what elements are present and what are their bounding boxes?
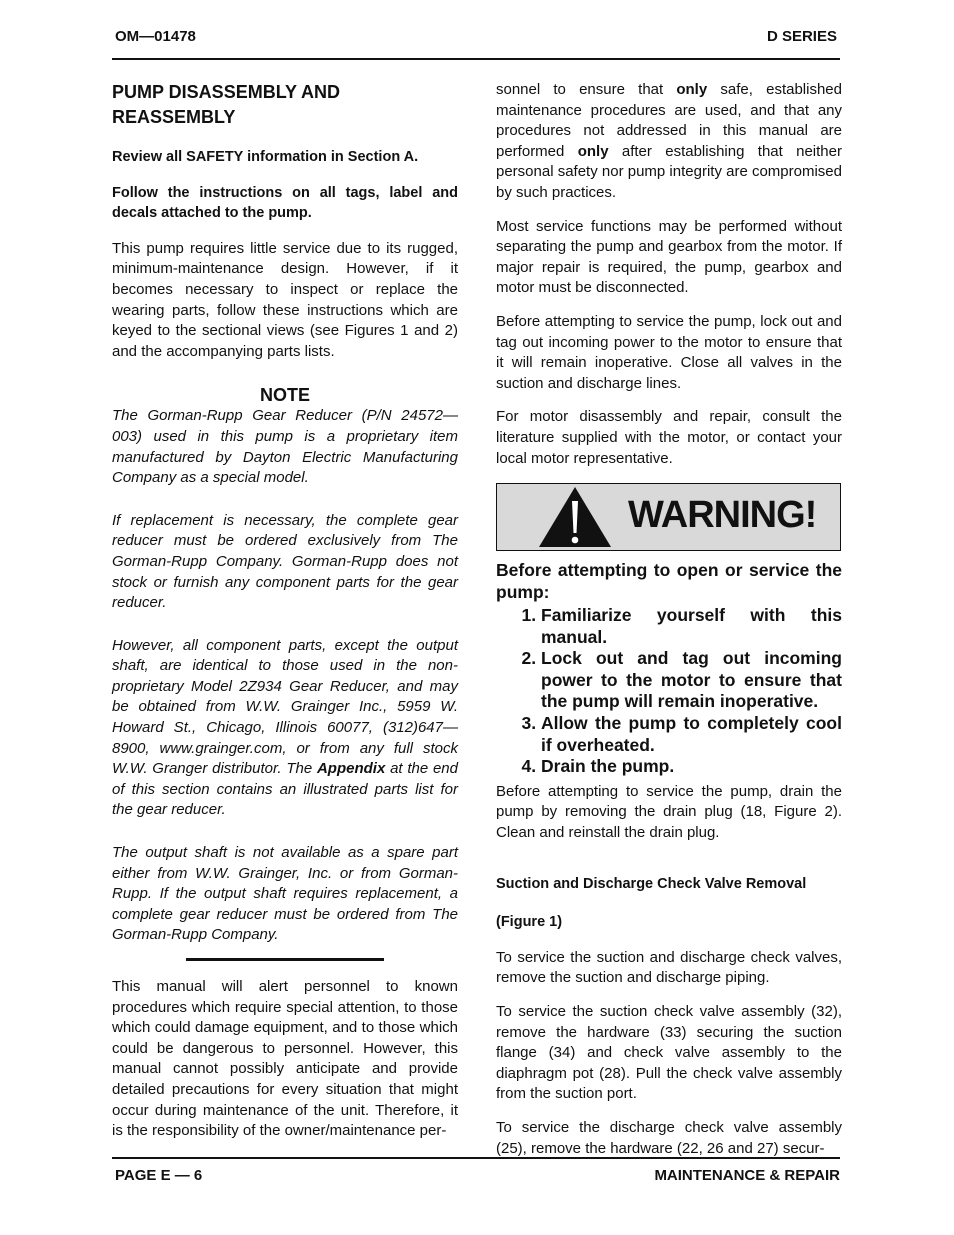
subheading-figure: (Figure 1)	[496, 914, 563, 931]
only-emphasis-1: only	[676, 81, 708, 98]
note-p3-end: at the end of this section contains an illustrated parts list for the gear reducer.	[112, 760, 458, 819]
cont-c: safe, established maintenance procedures are used, and that any procedures not addressed in this manual are performed	[496, 81, 842, 160]
warning-item: 2. Lock out and tag out incoming power to the motor to ensure that the pump will remain inoperative.	[541, 648, 842, 713]
section-title: PUMP DISASSEMBLY AND REASSEMBLY	[112, 82, 341, 127]
warning-label: WARNING!	[628, 494, 817, 537]
doc-number: OM—01478	[115, 28, 196, 45]
note-end-rule	[186, 958, 384, 961]
left-column	[112, 80, 458, 1155]
subheading: Suction and Discharge Check Valve Removal	[496, 875, 807, 892]
page-footer	[112, 1162, 840, 1186]
continuation-paragraph	[496, 80, 842, 204]
note-paragraph-4: The output shaft is not available as a spare part either from W.W. Grainger, Inc. or from Gorman-Rupp. If the output shaft requires replacement, a complete gear reducer must be ordered from The Gorman-Rupp Company.	[112, 844, 458, 944]
intro-paragraph: This pump requires little service due to its rugged, minimum-maintenance design. However, if it becomes necessary to inspect or replace the wearing parts, follow these instructions which are keyed to the sectional views (see Figures 1 and 2) and the accompanying parts lists.	[112, 239, 458, 360]
only-emphasis-2: only	[577, 142, 609, 160]
warning-banner	[496, 483, 841, 551]
safety-line: Review all SAFETY information in Section A.	[112, 149, 419, 165]
tags-line: Follow the instructions on all tags, label and decals attached to the pump.	[112, 184, 458, 222]
footer-rule	[112, 1157, 840, 1159]
check-paragraph-2: To service the suction check valve assembly (32), remove the hardware (33) securing the suction flange (34) and check valve assembly to the diaphragm pot (28). Pull the check valve assembly from the suction port.	[496, 1003, 842, 1103]
drain-paragraph: Before attempting to service the pump, drain the pump by removing the drain plug (18, Figure 2). Clean and reinstall the drain plug.	[496, 782, 842, 842]
appendix-ref: Appendix	[316, 760, 386, 778]
note-paragraph-2: If replacement is necessary, the complete gear reducer must be ordered exclusively from The Gorman-Rupp Company. Gorman-Rupp does not stock or furnish any component parts for the gear reducer.	[112, 511, 458, 612]
series-label: D SERIES	[766, 28, 837, 45]
note-paragraph-3	[112, 636, 458, 821]
check-paragraph-3: To service the discharge check valve assembly (25), remove the hardware (22, 26 and 27) secur-	[496, 1118, 842, 1157]
warning-lead: Before attempting to open or service the pump:	[496, 560, 842, 603]
section-name: MAINTENANCE & REPAIR	[654, 1167, 840, 1184]
warning-list	[496, 605, 842, 778]
motor-paragraph: For motor disassembly and repair, consult the literature supplied with the motor, or contact your local motor representative.	[496, 408, 842, 467]
cont-a: sonnel to ensure that	[496, 81, 677, 98]
note-paragraph-1: The Gorman-Rupp Gear Reducer (P/N 24572—003) used in this pump is a proprietary item manufactured by Dayton Electric Manufacturing Company as a special model.	[112, 407, 458, 487]
note-heading: NOTE	[259, 385, 310, 406]
cont-d: after establishing that neither personal safety nor pump integrity are compromised by such practices.	[496, 142, 842, 201]
manual-paragraph: This manual will alert personnel to known procedures which require special attention, to those which could damage equipment, and to those which could be dangerous to personnel. However, this manual cannot possibly anticipate and provide detailed precautions for every situation that might occur during maintenance of the unit. Therefore, it is the responsibility of the owner/maintenance per-	[112, 978, 458, 1140]
warning-item: 1. Familiarize yourself with this manual.	[541, 605, 842, 648]
service-paragraph: Most service functions may be performed without separating the pump and gearbox from the motor. If major repair is required, the pump, gearbox and motor must be disconnected.	[496, 217, 842, 297]
page-header	[112, 24, 840, 48]
lockout-paragraph: Before attempting to service the pump, lock out and tag out incoming power to the motor to ensure that it will remain inoperative. Close all valves in the suction and discharge lines.	[496, 312, 842, 392]
page-number: PAGE E — 6	[115, 1167, 203, 1184]
warning-triangle-icon	[537, 486, 617, 548]
warning-item: 4. Drain the pump.	[541, 756, 842, 778]
note-p3-start: However, all component parts, except the output shaft, are identical to those used in the non-proprietary Model 2Z934 Gear Reducer, and may be obtained from W.W. Grainger Inc., 5959 W. Howard St., Chicago, Illinois 60077, (312)647—8900, www.grainger.com, or from any full stock W.W. Granger distributor. The	[112, 636, 458, 778]
check-paragraph-1: To service the suction and discharge check valves, remove the suction and discharge piping.	[496, 948, 842, 987]
right-column	[496, 80, 842, 1172]
header-rule	[112, 58, 840, 60]
warning-item: 3. Allow the pump to completely cool if overheated.	[541, 713, 842, 756]
